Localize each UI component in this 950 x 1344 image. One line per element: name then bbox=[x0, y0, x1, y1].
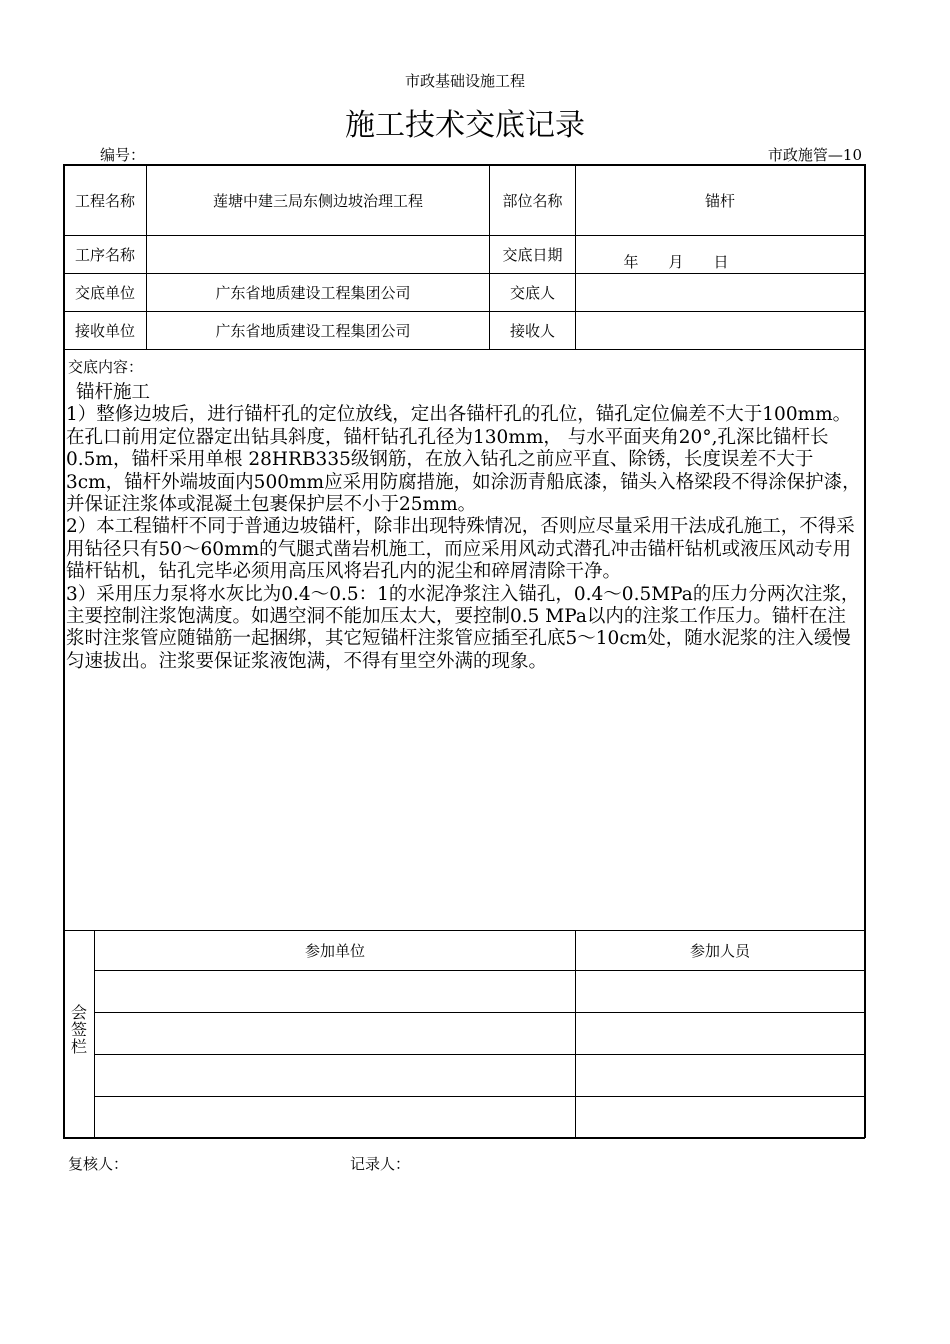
content-heading: 锚杆施工 bbox=[76, 382, 151, 403]
project-name-value[interactable]: 莲塘中建三局东侧边坡治理工程 bbox=[212, 191, 423, 210]
briefing-date-value[interactable]: 年 月 日 bbox=[623, 252, 729, 271]
receiver-unit-value[interactable]: 广东省地质建设工程集团公司 bbox=[215, 322, 411, 340]
signoff-unit-cell[interactable] bbox=[95, 971, 575, 1012]
issuer-person-label: 交底人 bbox=[509, 284, 555, 302]
receiver-person-label: 接收人 bbox=[509, 322, 555, 340]
issuer-unit-label: 交底单位 bbox=[74, 284, 135, 302]
receiver-unit-label: 接收单位 bbox=[74, 322, 135, 340]
briefing-date-label: 交底日期 bbox=[502, 246, 563, 264]
content-paragraph-1: 1）整修边坡后，进行锚杆孔的定位放线，定出各锚杆孔的孔位，锚孔定位偏差不大于100mm。在孔口前用定位器定出钻具斜度，锚杆钻孔孔径为130mm， 与水平面夹角20°,孔深比锚杆长0.5m，锚杆采用单根 28HRB335级钢筋，在放入钻孔之前应平直、除锈，长度误差不大于3cm，锚杆外端坡面内500mm应采用防腐措施，如涂沥青船底漆，锚头入格梁段不得涂保护漆，并保证注浆体或混凝土包裹保护层不小于25mm。 bbox=[66, 404, 861, 516]
signoff-unit-cell[interactable] bbox=[95, 1013, 575, 1054]
signoff-section-label: 会签栏 bbox=[70, 1003, 87, 1056]
row-divider bbox=[63, 349, 865, 350]
reviewer-label: 复核人： bbox=[68, 1155, 129, 1173]
signoff-person-cell[interactable] bbox=[576, 1013, 864, 1054]
process-name-value[interactable] bbox=[147, 236, 489, 273]
signoff-unit-header: 参加单位 bbox=[304, 942, 365, 960]
doc-subtitle: 市政基础设施工程 bbox=[404, 72, 525, 90]
signoff-unit-cell[interactable] bbox=[95, 1055, 575, 1096]
signoff-person-cell[interactable] bbox=[576, 971, 864, 1012]
receiver-person-value[interactable] bbox=[576, 312, 864, 349]
issuer-person-value[interactable] bbox=[576, 274, 864, 311]
project-name-label: 工程名称 bbox=[74, 191, 135, 210]
signoff-person-cell[interactable] bbox=[576, 1097, 864, 1137]
issuer-unit-value[interactable]: 广东省地质建设工程集团公司 bbox=[215, 284, 411, 302]
content-paragraph-3: 3）采用压力泵将水灰比为0.4～0.5：1的水泥净浆注入锚孔，0.4～0.5MPa的压力分两次注浆，主要控制注浆饱满度。如遇空洞不能加压太大，要控制0.5 MPa以内的注浆工作压力。锚杆在注浆时注浆管应随锚筋一起捆绑，其它短锚杆注浆管应插至孔底5～10cm处，随水泥浆的注入缓慢匀速拔出。注浆要保证浆液饱满，不得有里空外满的现象。 bbox=[66, 583, 860, 672]
briefing-content[interactable] bbox=[66, 382, 861, 673]
part-name-value[interactable]: 锚杆 bbox=[704, 191, 735, 210]
process-name-label: 工序名称 bbox=[74, 246, 135, 264]
briefing-content-label: 交底内容： bbox=[68, 358, 144, 376]
signoff-unit-cell[interactable] bbox=[95, 1097, 575, 1137]
recorder-label: 记录人： bbox=[350, 1155, 411, 1173]
table-border-bottom bbox=[63, 1137, 865, 1139]
part-name-label: 部位名称 bbox=[502, 191, 563, 210]
serial-number-label: 编号： bbox=[100, 146, 146, 164]
doc-title: 施工技术交底记录 bbox=[345, 108, 585, 143]
form-code: 市政施管—10 bbox=[767, 146, 862, 164]
content-paragraph-2: 2）本工程锚杆不同于普通边坡锚杆，除非出现特殊情况，否则应尽量采用干法成孔施工，不得采用钻径只有50～60mm的气腿式凿岩机施工，而应采用风动式潜孔冲击锚杆钻机或液压风动专用锚杆钻机，钻孔完毕必须用高压风将岩孔内的泥尘和碎屑清除干净。 bbox=[66, 516, 855, 583]
signoff-person-header: 参加人员 bbox=[689, 942, 750, 960]
signoff-person-cell[interactable] bbox=[576, 1055, 864, 1096]
